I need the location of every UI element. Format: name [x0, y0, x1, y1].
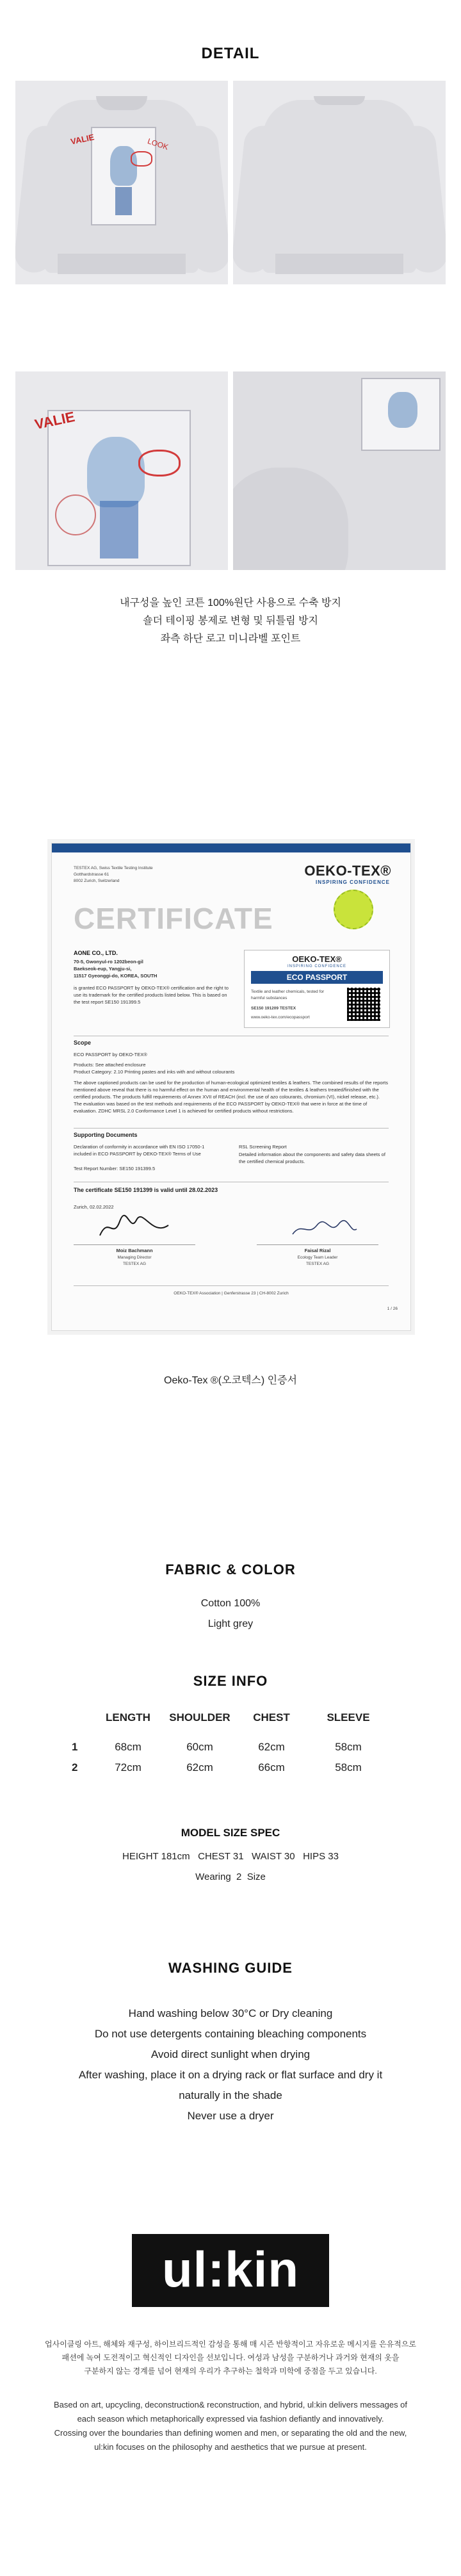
products-line: Products: See attached enclosure — [74, 1062, 146, 1068]
certificate-page: 1 / 26 — [387, 1307, 398, 1311]
size-header-blank — [59, 1708, 95, 1728]
lab-line-1: TESTEX AG, Swiss Textile Testing Institute — [74, 866, 153, 870]
size-label: 2 — [72, 1761, 78, 1773]
size-cell: 62cm — [186, 1761, 213, 1773]
brand-en-line-3: Crossing over the boundaries than defining women and men, or separating the old and the new, — [54, 2428, 407, 2438]
brand-en-line-2: each season which metaphorically expressed via fashion defiantly and innovatively. — [77, 2414, 384, 2424]
model-spec-values: HEIGHT 181cm CHEST 31 WAIST 30 HIPS 33 — [122, 1851, 339, 1862]
supporting-label: Supporting Documents — [74, 1132, 138, 1138]
badge-code: SE150 191209 TESTEX — [251, 1006, 296, 1011]
signature-line-right — [257, 1244, 378, 1245]
badge-note: Textile and leather chemicals, tested for harmful substances — [251, 990, 325, 1000]
graphic-closeup-photo — [15, 371, 228, 570]
size-info-title: SIZE INFO — [193, 1673, 268, 1689]
qr-code-icon — [347, 988, 380, 1021]
place-date: Zurich, 02.02.2022 — [74, 1204, 114, 1210]
size-header-shoulder: SHOULDER — [169, 1711, 230, 1724]
sign-right-name: Faisal Rizal — [304, 1248, 331, 1253]
oeko-tex-logo: OEKO-TEX® — [304, 863, 391, 879]
size-cell: 60cm — [186, 1741, 213, 1753]
size-header-sleeve: SLEEVE — [327, 1711, 370, 1724]
closeup-graphic-text: VALIE — [33, 408, 76, 433]
feature-line-1: 내구성을 높인 코튼 100%원단 사용으로 수축 방지 — [120, 598, 341, 608]
badge-name: ECO PASSPORT — [251, 971, 383, 984]
badge-subtitle: INSPIRING CONFIDENCE — [287, 965, 346, 968]
graphic-text: VALIE — [69, 132, 95, 147]
model-spec-title: MODEL SIZE SPEC — [181, 1827, 280, 1839]
size-cell: 58cm — [335, 1761, 362, 1773]
divider — [74, 1285, 389, 1286]
brand-logo-text: ul:kin — [162, 2241, 299, 2297]
sign-left-org: TESTEX AG — [122, 1262, 147, 1266]
table-row — [59, 1757, 392, 1778]
feature-line-3: 좌측 하단 로고 미니라벨 포인트 — [160, 633, 301, 644]
company-address-3: 11517 Gyeonggi-do, KOREA, SOUTH — [74, 973, 158, 979]
signature-left-icon — [97, 1214, 174, 1242]
table-row — [59, 1737, 392, 1757]
size-cell: 68cm — [115, 1741, 142, 1753]
company-name: AONE CO., LTD. — [74, 950, 118, 956]
category-line: Product Category: 2.10 Printing pastes and inks with and without colourants — [74, 1069, 235, 1075]
brand-logo — [132, 2234, 329, 2307]
brand-kr-line-3: 구분하지 않는 경계를 넘어 현재의 우리가 추구하는 철학과 미학에 중점을 두고 있습니다. — [84, 2367, 377, 2376]
scope-label: Scope — [74, 1039, 92, 1046]
sweatshirt-back-photo — [233, 81, 446, 284]
size-header-length: LENGTH — [106, 1711, 150, 1724]
supporting-right-1: RSL Screening Report — [239, 1144, 287, 1150]
spacer — [59, 1728, 95, 1737]
fabric-color: Light grey — [207, 1618, 254, 1629]
sign-left-name: Moiz Bachmann — [116, 1248, 153, 1253]
eco-seal-icon — [334, 890, 373, 929]
washing-line-2: Do not use detergents containing bleaching components — [94, 2028, 367, 2040]
grant-text: is granted ECO PASSPORT by OEKO-TEX® certification and the right to use its trademark for the certified products listed below. This is based on the test report SE150 191399.5 — [74, 985, 229, 1005]
detail-title: DETAIL — [201, 45, 260, 62]
model-wearing-size: Wearing 2 Size — [195, 1871, 266, 1882]
certificate-footer: OEKO-TEX® Association | Genferstrasse 23 | CH-8002 Zurich — [174, 1291, 289, 1296]
size-table-header — [59, 1708, 392, 1728]
fabric-closeup-photo — [233, 371, 446, 570]
size-label: 1 — [72, 1741, 78, 1753]
sign-right-role: Ecology Team Leader — [297, 1255, 338, 1260]
oeko-tex-tagline: INSPIRING CONFIDENCE — [315, 879, 390, 885]
certificate-heading: CERTIFICATE — [74, 902, 273, 935]
washing-line-4: After washing, place it on a drying rack or flat surface and dry it — [78, 2069, 383, 2081]
feature-line-2: 숄더 테이핑 봉제로 변형 및 뒤틀림 방지 — [143, 615, 318, 626]
fabric-material: Cotton 100% — [200, 1598, 261, 1609]
certificate-caption: Oeko-Tex ®(오코텍스) 인증서 — [164, 1375, 297, 1386]
washing-title: WASHING GUIDE — [168, 1960, 293, 1976]
scope-paragraph: The above captioned products can be used for the production of human-ecological optimized textiles & leathers. The combined results of the reports mentioned above reveal that there is no harmful effect on the human and environmental health of the textiles & leathers treated/finished with the certified products. The products fulfill requirements of Annex XVII of REACH (incl. the use of azo colourants, chromium (VI), nickel release, etc.). The evaluation was based on the test methods and requirements of the ECO PASSPORT by OEKO-TEX® that were in force at the time of evaluation. ZDHC MRSL 2.0 Conformance Level 1 is achieved for certified products without restrictions. — [74, 1080, 388, 1114]
badge-title: OEKO-TEX® — [292, 954, 342, 964]
size-cell: 66cm — [258, 1761, 285, 1773]
sign-left-role: Managing Director — [117, 1255, 152, 1260]
fabric-title: FABRIC & COLOR — [165, 1561, 296, 1577]
divider — [74, 1128, 389, 1129]
brand-en-line-1: Based on art, upcycling, deconstruction& reconstruction, and hybrid, ul:kin delivers messages of — [53, 2400, 408, 2409]
certificate-top-bar — [52, 844, 410, 852]
brand-kr-line-2: 패션에 녹여 도전적이고 혁신적인 디자인을 선보입니다. 여성과 남성을 구분하거나 과거와 현재의 옷을 — [61, 2353, 400, 2362]
size-cell: 72cm — [115, 1761, 142, 1773]
badge-url: www.oeko-tex.com/ecopassport — [251, 1015, 310, 1020]
supporting-right-2: Detailed information about the components and safety data sheets of the certified chemical products. — [239, 1152, 385, 1164]
washing-line-1: Hand washing below 30°C or Dry cleaning — [128, 2007, 333, 2019]
washing-line-5: naturally in the shade — [179, 2089, 282, 2101]
brand-en-line-4: ul:kin focuses on the philosophy and aesthetics that we pursue at present. — [94, 2442, 367, 2452]
company-address-2: Baekseok-eup, Yangju-si, — [74, 966, 132, 972]
signature-right-icon — [289, 1216, 359, 1242]
supporting-left-1: Declaration of conformity in accordance with EN ISO 17050-1 included in ECO PASSPORT by OEKO-TEX® Terms of Use — [74, 1144, 205, 1157]
signature-line-left — [74, 1244, 195, 1245]
company-address-1: 70-5, Gwonyul-ro 1202beon-gil — [74, 959, 143, 965]
eco-passport-badge — [244, 950, 390, 1028]
validity-line: The certificate SE150 191399 is valid until 28.02.2023 — [74, 1187, 218, 1193]
supporting-left-2: Test Report Number: SE150 191399.5 — [74, 1166, 156, 1171]
brand-kr-line-1: 업사이클링 아트, 해체와 재구성, 하이브리드적인 감성을 통해 매 시즌 반항적이고 자유로운 메시지를 은유적으로 — [45, 2340, 416, 2349]
sweatshirt-front-photo — [15, 81, 228, 284]
washing-line-6: Never use a dryer — [187, 2110, 274, 2122]
size-header-chest: CHEST — [253, 1711, 290, 1724]
print-graphic — [91, 127, 156, 225]
size-cell: 62cm — [258, 1741, 285, 1753]
lab-line-2: Gotthardstrasse 61 — [74, 872, 109, 877]
oeko-tex-certificate — [51, 843, 411, 1331]
lab-line-3: 8002 Zurich, Switzerland — [74, 879, 120, 883]
graphic-red-text: LOOK — [146, 136, 170, 152]
size-cell: 58cm — [335, 1741, 362, 1753]
size-table — [59, 1708, 392, 1778]
scope-line: ECO PASSPORT by OEKO-TEX® — [74, 1052, 147, 1057]
sign-right-org: TESTEX AG — [305, 1262, 330, 1266]
washing-line-3: Avoid direct sunlight when drying — [150, 2048, 311, 2060]
